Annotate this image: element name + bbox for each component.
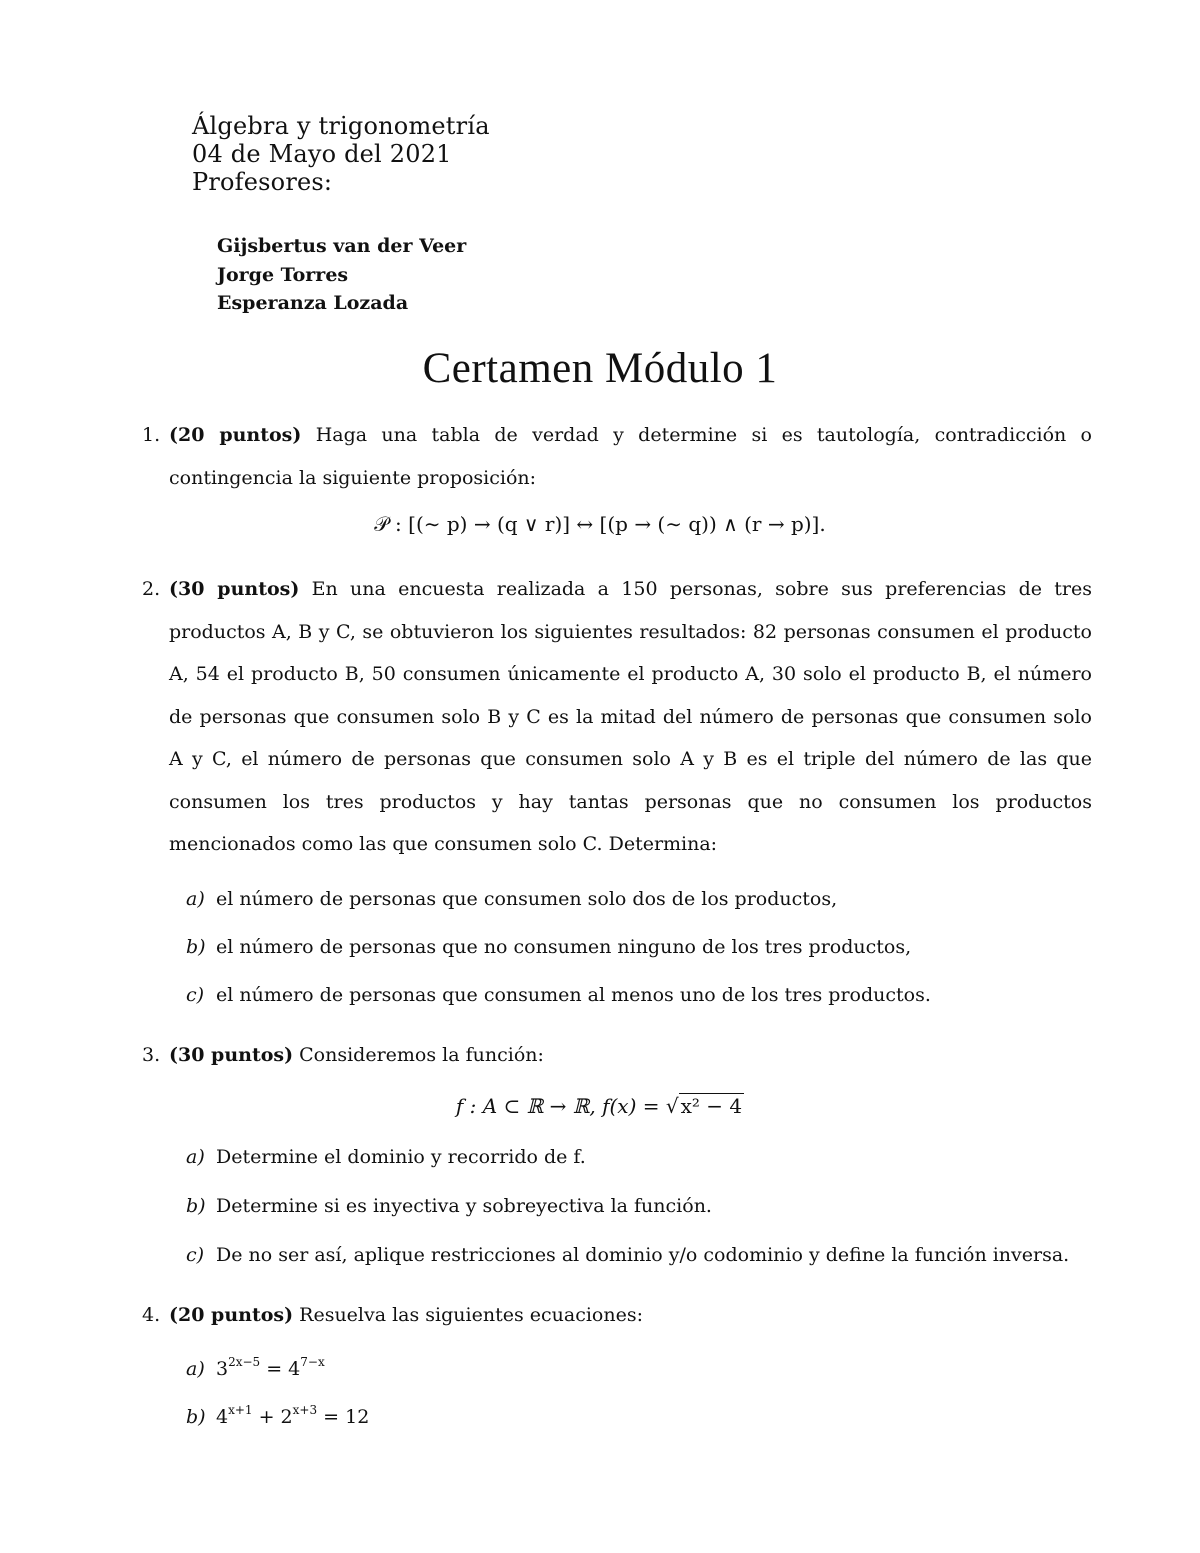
subquestion-label: c) — [186, 1244, 205, 1266]
subquestion — [186, 936, 911, 958]
subquestion — [186, 1146, 586, 1168]
course-name: Álgebra y trigonometría — [192, 112, 490, 140]
question-points: (20 puntos) — [169, 424, 302, 446]
subquestion-label: b) — [186, 1406, 206, 1428]
exam-header — [192, 112, 490, 196]
professor-name: Jorge Torres — [217, 263, 349, 286]
equation-middle: = 4 — [260, 1358, 301, 1380]
equation-exponent: 2x−5 — [228, 1355, 261, 1369]
question-text: Consideremos la función: — [299, 1044, 544, 1066]
subquestion-text: De no ser así, aplique restricciones al dominio y/o codominio y define la función inversa. — [216, 1244, 1070, 1266]
equation-tail: = 12 — [317, 1406, 370, 1428]
subquestion — [186, 984, 931, 1006]
question-1 — [142, 414, 1092, 499]
equation-exponent: x+1 — [228, 1403, 253, 1417]
subquestion-label: c) — [186, 984, 205, 1006]
question-text: Resuelva las siguientes ecuaciones: — [299, 1304, 643, 1326]
question-number: 2. — [142, 578, 161, 600]
exam-title: Certamen Módulo 1 — [422, 345, 778, 392]
subquestion-label: a) — [186, 1358, 205, 1380]
function-definition: f : A ⊂ ℝ → ℝ, f(x) = √ — [455, 1094, 679, 1118]
question-number: 3. — [142, 1044, 161, 1066]
radicand: x² − 4 — [680, 1094, 743, 1118]
professor-name: Gijsbertus van der Veer — [217, 235, 467, 257]
question-text: En una encuesta realizada a 150 personas, sobre sus preferencias de tres productos A, B y C, se obtuvieron los siguientes resultados: 82 personas consumen el producto A, 54 el producto B, 50 consumen únicamente el producto A, 30 solo el producto B, el número de personas que consumen solo B y C es la mitad del número de personas que consumen solo A y C, el número de personas que consumen solo A y B es el triple del número de las que consumen los tres productos y hay tantas personas que no consumen los productos mencionados como las que consumen solo C. Determina: — [169, 578, 1093, 855]
subquestion-text: el número de personas que consumen al menos uno de los tres productos. — [216, 984, 931, 1006]
equation-b — [186, 1403, 370, 1428]
question-3 — [142, 1034, 1092, 1077]
question-points: (30 puntos) — [169, 578, 300, 600]
subquestion-text: el número de personas que no consumen ninguno de los tres productos, — [216, 936, 912, 958]
subquestion-text: Determine si es inyectiva y sobreyectiva la función. — [216, 1195, 712, 1217]
question-points: (20 puntos) — [169, 1304, 294, 1326]
subquestion-label: a) — [186, 1146, 205, 1168]
proposition-formula: 𝒫 : [(∼ p) → (q ∨ r)] ↔ [(p → (∼ q)) ∧ (r → p)]. — [374, 512, 826, 536]
subquestion-label: b) — [186, 936, 206, 958]
subquestion-text: Determine el dominio y recorrido de f. — [216, 1146, 586, 1168]
subquestion-text: el número de personas que consumen solo dos de los productos, — [216, 888, 838, 910]
question-points: (30 puntos) — [169, 1044, 294, 1066]
exam-date: 04 de Mayo del 2021 — [192, 140, 452, 168]
equation-base: 4 — [216, 1406, 229, 1428]
subquestion — [186, 888, 837, 910]
question-number: 4. — [142, 1304, 161, 1326]
equation-middle: + 2 — [252, 1406, 293, 1428]
question-text: Haga una tabla de verdad y determine si es tautología, contradicción o contingencia la siguiente proposición: — [169, 424, 1093, 489]
equation-exponent: x+3 — [292, 1403, 318, 1417]
question-number: 1. — [142, 424, 161, 446]
question-4 — [142, 1294, 1092, 1337]
subquestion — [186, 1244, 1069, 1266]
professors-label: Profesores: — [192, 168, 333, 196]
equation-a — [186, 1355, 325, 1380]
subquestion-label: b) — [186, 1195, 206, 1217]
equation-exponent: 7−x — [300, 1355, 325, 1369]
function-formula — [0, 1094, 1200, 1118]
subquestion-label: a) — [186, 888, 205, 910]
equation-base: 3 — [216, 1358, 229, 1380]
professor-name: Esperanza Lozada — [217, 292, 409, 314]
subquestion — [186, 1195, 712, 1217]
professors-list — [217, 232, 466, 318]
question-2 — [142, 568, 1092, 866]
